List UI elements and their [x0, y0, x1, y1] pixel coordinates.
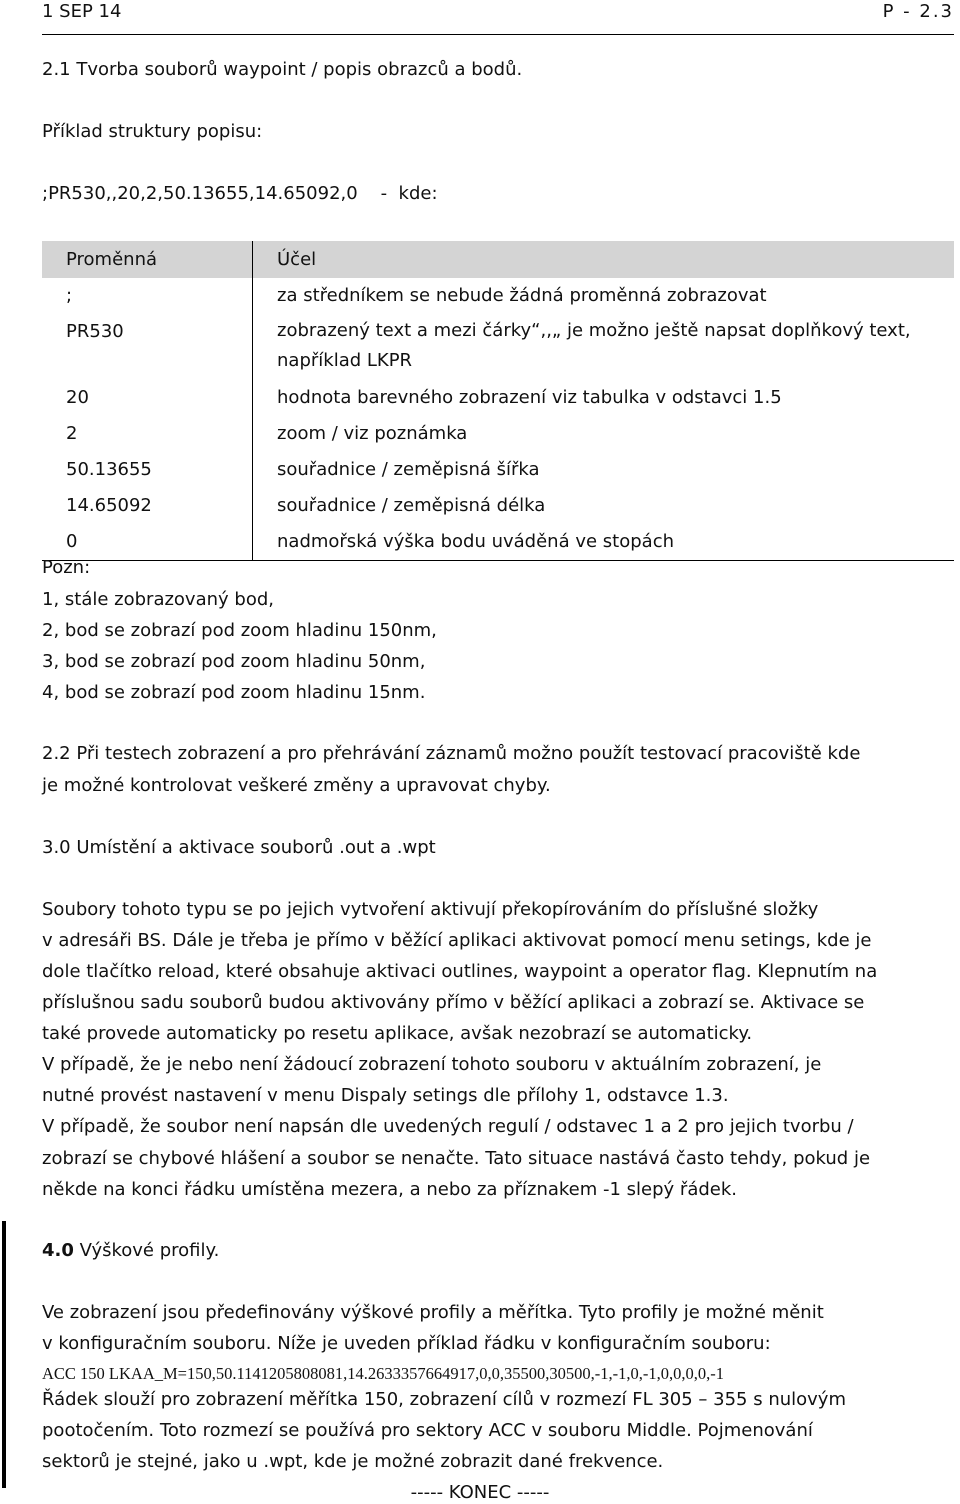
table-row [42, 380, 954, 416]
table-cell-purpose-line: zobrazený text a mezi čárky“,,„ je možno ještě napsat doplňkový text, [277, 320, 911, 341]
paragraph-line: sektorů je stejné, jako u .wpt, kde je možné zobrazit dané frekvence. [42, 1451, 664, 1472]
paragraph-line: příslušnou sadu souborů budou aktivovány přímo v běžící aplikaci a zobrazí se. Aktivace se [42, 992, 865, 1013]
paragraph-line: v konfiguračním souboru. Níže je uveden příklad řádku v konfiguračním souboru: [42, 1333, 771, 1354]
paragraph-line: také provede automaticky po resetu aplikace, avšak nezobrazí se automaticky. [42, 1023, 753, 1044]
table-cell-variable: 50.13655 [42, 452, 253, 488]
note-item: 4, bod se zobrazí pod zoom hladinu 15nm. [42, 682, 426, 703]
table-cell-variable: ; [42, 278, 253, 314]
paragraph-line: Ve zobrazení jsou předefinovány výškové profily a měřítka. Tyto profily je možné měnit [42, 1302, 824, 1323]
paragraph-line: zobrazí se chybové hlášení a soubor se nenačte. Tato situace nastává často tehdy, pokud je [42, 1148, 871, 1169]
table-row [42, 488, 954, 524]
footer-end-marker: ----- KONEC ----- [410, 1482, 550, 1503]
table-cell-variable: 2 [42, 416, 253, 452]
note-item: 1, stále zobrazovaný bod, [42, 589, 274, 610]
table-cell-variable: 0 [42, 524, 253, 561]
section-2-2-line: 2.2 Při testech zobrazení a pro přehrávání záznamů možno použít testovací pracoviště kde [42, 743, 861, 764]
table-cell-variable: 20 [42, 380, 253, 416]
table-cell-purpose: zoom / viz poznámka [277, 423, 468, 444]
table-row [42, 452, 954, 488]
section-4-0-number: 4.0 [42, 1240, 74, 1261]
paragraph-line: Řádek slouží pro zobrazení měřítka 150, zobrazení cílů v rozmezí FL 305 – 355 s nulovým [42, 1389, 846, 1410]
page-header [42, 0, 954, 35]
table-cell-purpose-line: například LKPR [277, 350, 413, 371]
notes-label: Pozn: [42, 557, 91, 578]
paragraph-line: V případě, že je nebo není žádoucí zobrazení tohoto souboru v aktuálním zobrazení, je [42, 1054, 822, 1075]
table-cell-purpose [253, 314, 955, 380]
table-cell-variable: 14.65092 [42, 488, 253, 524]
section-2-2-line: je možné kontrolovat veškeré změny a upravovat chyby. [42, 775, 551, 796]
column-header-purpose: Účel [253, 241, 955, 278]
table-row [42, 278, 954, 314]
paragraph-line: dole tlačítko reload, které obsahuje aktivaci outlines, waypoint a operator flag. Klepnutím na [42, 961, 878, 982]
section-4-0-title: Výškové profily. [79, 1240, 220, 1261]
section-2-1-title: 2.1 Tvorba souborů waypoint / popis obrazců a bodů. [42, 59, 523, 80]
note-item: 3, bod se zobrazí pod zoom hladinu 50nm, [42, 651, 426, 672]
table-row [42, 416, 954, 452]
example-line: ;PR530,,20,2,50.13655,14.65092,0 - kde: [42, 183, 438, 204]
column-header-variable: Proměnná [42, 241, 253, 278]
section-4-0-heading [42, 1240, 219, 1261]
paragraph-line: Soubory tohoto typu se po jejich vytvoření aktivují překopírováním do příslušné složky [42, 899, 819, 920]
table-row [42, 524, 954, 561]
paragraph-line: v adresáři BS. Dále je třeba je přímo v běžící aplikaci aktivovat pomocí menu setings, kde je [42, 930, 872, 951]
paragraph-line: nutné provést nastavení v menu Dispaly setings dle přílohy 1, odstavce 1.3. [42, 1085, 729, 1106]
table-cell-purpose: hodnota barevného zobrazení viz tabulka v odstavci 1.5 [277, 387, 782, 408]
paragraph-line: V případě, že soubor není napsán dle uvedených regulí / odstavec 1 a 2 pro jejich tvorbu / [42, 1116, 854, 1137]
paragraph-line: někde na konci řádku umístěna mezera, a nebo za příznakem -1 slepý řádek. [42, 1179, 738, 1200]
paragraph-line: pootočením. Toto rozmezí se používá pro sektory ACC v souboru Middle. Pojmenování [42, 1420, 813, 1441]
table-cell-purpose: nadmořská výška bodu uváděná ve stopách [253, 524, 955, 561]
table-cell-purpose: souřadnice / zeměpisná šířka [277, 459, 540, 480]
table-header-row [42, 241, 954, 278]
example-label: Příklad struktury popisu: [42, 121, 263, 142]
config-line-example: ACC 150 LKAA_M=150,50.1141205808081,14.2633357664917,0,0,35500,30500,-1,-1,0,-1,0,0,0,0,-1 [42, 1364, 724, 1383]
table-cell-purpose: souřadnice / zeměpisná délka [277, 495, 546, 516]
table-row [42, 314, 954, 380]
section-3-0-title: 3.0 Umístění a aktivace souborů .out a .wpt [42, 837, 436, 858]
variables-table [42, 241, 954, 561]
note-item: 2, bod se zobrazí pod zoom hladinu 150nm, [42, 620, 437, 641]
revision-change-bar [2, 1221, 6, 1488]
table-cell-purpose: za středníkem se nebude žádná proměnná zobrazovat [277, 285, 767, 306]
header-page-number: P - 2.3 [882, 1, 954, 22]
header-date: 1 SEP 14 [42, 1, 122, 22]
table-cell-variable: PR530 [42, 314, 253, 380]
